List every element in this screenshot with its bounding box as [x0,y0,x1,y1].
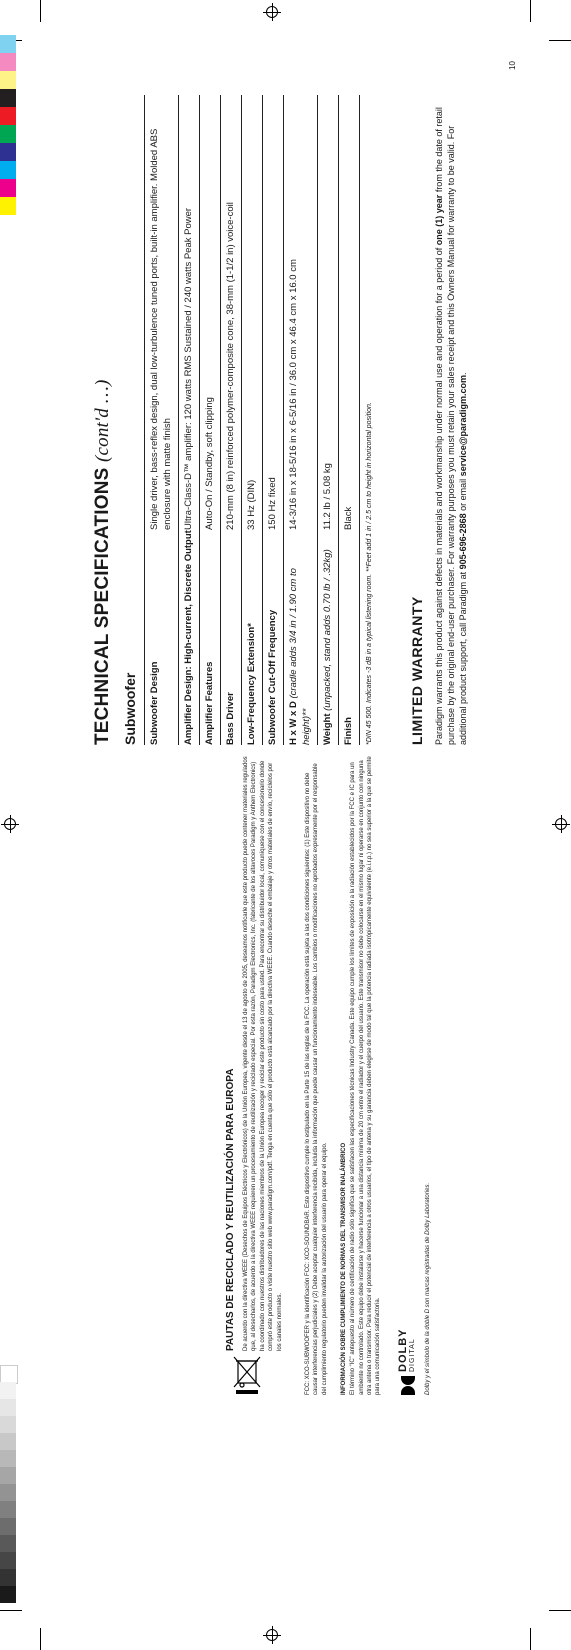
fcc-text: FCC: XCO-SUBWOOFER y la identificación FCC: XCO-SOUNDBAR. Este dispositivo cumple lo estipulado en la Parte 15 de las reglas de la FCC. La operación está sujeta a las dos condiciones siguientes: (1) Este dispositivo no debe causar interferencias perjudiciales y (2) Debe aceptar cualquier interferencia recibida, incluida la información que puede causar un funcionamiento indeseable. Los cambios o modificaciones no aprobados expresamente por el responsable del cumplimiento regulatorio pueden invalidar la autorización del usuario para operar el equipo. [305,763,328,1395]
warranty-title: LIMITED WARRANTY [409,596,425,745]
table-row: Amplifier Design: High-current, Discrete Output Ultra-Class-D™ amplifier: 120 watts RMS Sustained / 240 watts Peak Power [179,95,200,745]
gray-swatch [0,1399,16,1416]
crop-mark [530,0,531,22]
table-row: Weight (unpacked, stand adds 0.70 lb / .32kg) 11.2 lb / 5.08 kg [318,95,339,745]
table-row: Low-Frequency Extension* 33 Hz (DIN) [242,95,263,745]
color-swatch [0,71,16,89]
gray-swatch [0,1382,16,1399]
registration-mark-icon [263,3,281,21]
gray-swatch [0,1450,16,1467]
gray-swatch [0,1569,16,1586]
color-swatch [0,53,16,71]
specs-column [92,95,469,745]
gray-swatch [0,1586,16,1603]
crop-mark [530,1628,531,1650]
color-swatch [0,161,16,179]
crop-mark [549,40,571,41]
table-row: Amplifier Features Auto-On / Standby, soft clipping [200,95,221,745]
color-swatch [0,143,16,161]
color-swatch [0,107,16,125]
gray-swatch [0,1535,16,1552]
warranty-section [409,95,469,745]
registration-mark-icon [552,815,570,833]
table-row: Subwoofer Cut-Off Frequency 150 Hz fixed [263,95,284,745]
color-swatch [0,35,16,53]
color-swatch [0,179,16,197]
table-row: Finish Black [339,95,360,745]
gray-swatch [0,1518,16,1535]
industry-canada-section [341,755,383,1395]
gray-swatch [0,1501,16,1518]
gray-swatch [0,1416,16,1433]
specs-footnote: *DIN 45 500. Indicates -3 dB in a typical listening room. **Feet add 1 in / 2.5 cm to height in horizontal position. [366,402,373,745]
warranty-text: Paradigm warrants this product against defects in materials and workmanship under normal use and operation for a period of one (1) year from the date of retail purchase by the original end-user purchaser. For warranty purposes you must retain your sales receipt and this Owners Manual for warranty to be valid. For additional product support, call Paradigm at 905-696-2868 or email service@paradigm.com. [434,107,468,745]
dolby-double-d-icon [401,1376,415,1395]
crop-mark [0,1610,22,1611]
color-swatch [0,125,16,143]
color-swatch [0,197,16,215]
recycling-section [225,755,284,1351]
color-swatch [0,89,16,107]
warranty-phone: 905-696-2868 [458,513,468,570]
dolby-word-digital: DIGITAL [408,1338,416,1372]
registration-mark-icon [263,1626,281,1644]
specs-table [144,95,360,745]
table-row: Subwoofer Design Single driver, bass-reflex design, dual low-turbulence tuned ports, built-in amplifier. Molded ABS enclosure with matte finish [145,95,179,745]
specs-section-title: Subwoofer [122,672,138,745]
dolby-trademark-note: Dolby y el símbolo de la doble D son marcas registradas de Dolby Laboratories. [424,1182,431,1395]
recycling-text: De acuerdo con la directiva WEEE (Desechos de Equipos Eléctricos y Electrónicos) de la Unión Europea, vigente desde el 13 de agosto de 2005, deseamos notificarle que este producto puede contener materiales regulados que, al desecharlos, de acuerdo a la directiva WEEE requieren un procesamiento de reutilización y reciclado especial. Por esta razón, Paradigm Electronics, Inc. (fabricante de los altavoces Paradigm y Anthem Electronics) ha coordinado con nuestros distribuidores de las naciones miembros de la Unión Europea recoger y reciclar este producto sin costo para usted. Para encontrar su distribuidor local, comuníquese con el concesionario donde compró este producto o visite nuestro sitio web www.paradigm.com/pdf. Tenga en cuenta que sólo el producto está alcanzado por la directiva WEEE. Cuando deseche el embalaje y otros materiales de envío, recíclelos por los canales normales. [243,756,283,1351]
dolby-logo [396,755,417,1395]
crop-mark [549,1610,571,1611]
dolby-word: DOLBY [396,1328,409,1372]
warranty-email: service@paradigm.com [458,374,468,477]
recycling-title: PAUTAS DE RECICLADO Y REUTILIZACIÓN PARA EUROPA [225,1068,236,1351]
table-row: H x W x D (cradle adds 3/4 in / 1.90 cm to height)** 14-3/16 in x 18-5/16 in x 6-5/16 in / 36.0 cm x 46.4 cm x 16.0 cm [284,95,318,745]
crop-mark [40,1628,41,1650]
industry-canada-text: El término “IC” antepuesto al número de certificación de radio sólo significa que se satisfacen las especificaciones técnicas Industry Canada. Este equipo cumple los límites de exposición a la radiación establecidos por la FCC e IC para un ambiente no controlado. Este equipo debe instalarse y hacerse funcionar a una distancia mínima de 20 cm entre el radiador y el cuerpo del usuario. Este transmisor no debe colocarse en el mismo lugar ni operarse en conjunto con ninguna otra antena o transmisor. Para reducir el potencial de interferencia a otros usuarios, el tipo de antena y su ganancia deben elegirse de modo tal que la potencia radiada isotrópicamente equivalente (e.i.r.p.) no sea superior a la que se permite para una comunicación satisfactoria. [350,756,382,1395]
gray-swatch [0,1552,16,1569]
specs-title: TECHNICAL SPECIFICATIONS (cont'd …) [92,379,113,745]
left-column [225,755,431,1395]
page-number: 10 [508,61,517,70]
table-row: Bass Driver 210-mm (8 in) reinforced polymer-composite cone, 38-mm (1-1/2 in) voice-coil [221,95,242,745]
gray-swatch [0,1433,16,1450]
registration-mark-icon [1,815,19,833]
gray-swatch [0,1484,16,1501]
crop-mark [40,0,41,22]
fcc-section [304,755,329,1395]
gray-swatch [0,1467,16,1484]
industry-canada-title: INFORMACIÓN SOBRE CUMPLIMIENTO DE NORMAS DEL TRANSMISOR INALÁMBRICO [341,1142,348,1395]
